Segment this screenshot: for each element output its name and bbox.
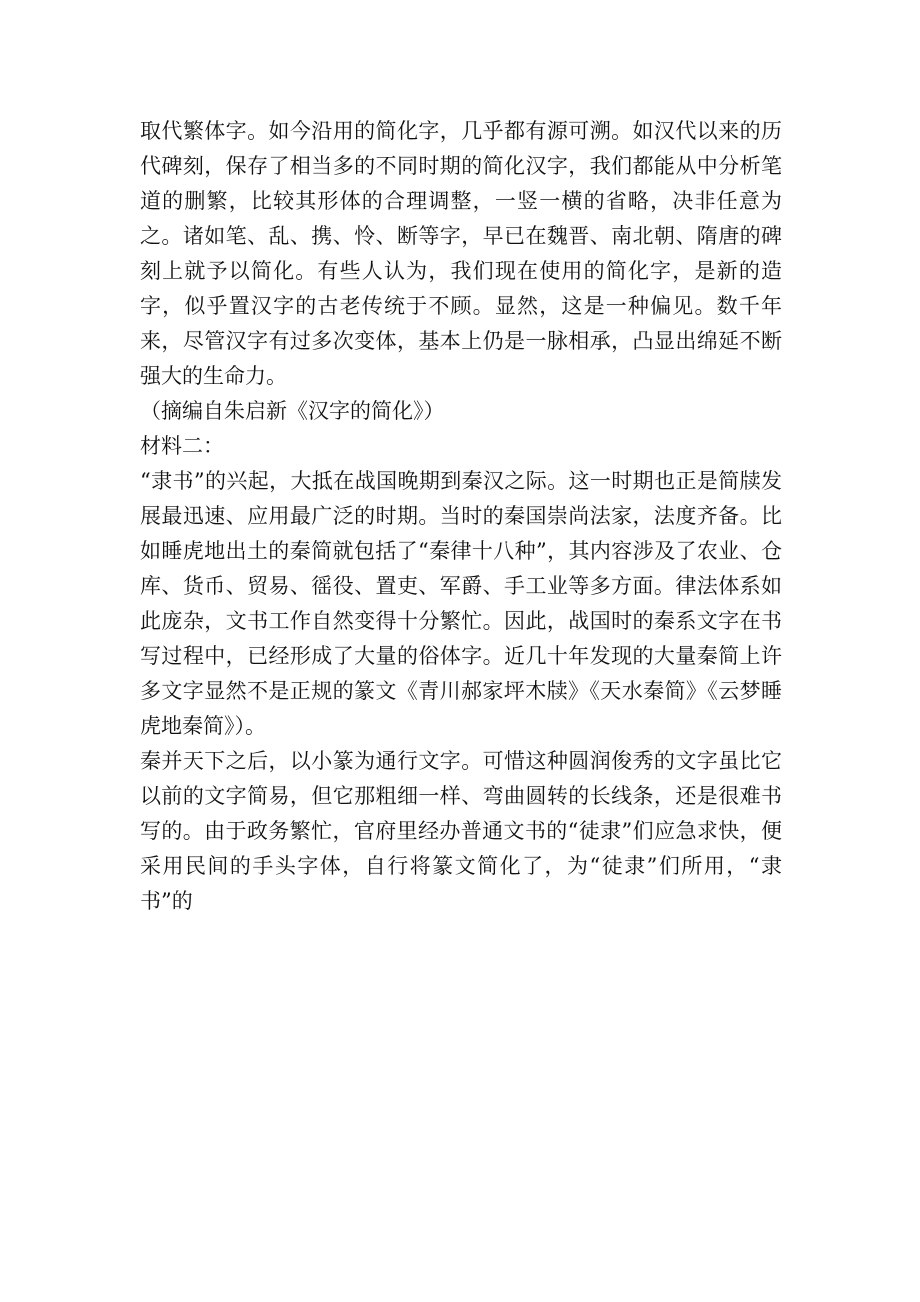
section-heading-material-two: 材料二：: [140, 434, 224, 458]
paragraph-clerical-script-rise: “隶书”的兴起，大抵在战国晚期到秦汉之际。这一时期也正是简牍发展最迅速、应用最广泛的时期。当时的秦国崇尚法家，法度齐备。比如睡虎地出土的秦简就包括了“秦律十八种”，其内容涉及了农业、仓库、货币、贸易、徭役、置吏、军爵、手工业等多方面。律法体系如此庞杂，文书工作自然变得十分繁忙。因此，战国时的秦系文字在书写过程中，已经形成了大量的俗体字。近几十年发现的大量秦简上许多文字显然不是正规的篆文《青川郝家坪木牍》《天水秦简》《云梦睡虎地秦简》）。: [140, 469, 782, 738]
source-citation: （摘编自朱启新《汉字的简化》）: [140, 399, 445, 423]
paragraph-qin-small-seal: 秦并天下之后，以小篆为通行文字。可惜这种圆润俊秀的文字虽比它以前的文字简易，但它那粗细一样、弯曲圆转的长线条，还是很难书写的。由于政务繁忙，官府里经办普通文书的“徒隶”们应急求快，便采用民间的手头字体，自行将篆文简化了，为“徒隶”们所用，“隶书”的: [140, 749, 782, 913]
paragraph-simplification-history: 取代繁体字。如今沿用的简化字，几乎都有源可溯。如汉代以来的历代碑刻，保存了相当多的不同时期的简化汉字，我们都能从中分析笔道的删繁，比较其形体的合理调整，一竖一横的省略，决非任意为之。诸如笔、乱、携、怜、断等字，早已在魏晋、南北朝、隋唐的碑刻上就予以简化。有些人认为，我们现在使用的简化字，是新的造字，似乎置汉字的古老传统于不顾。显然，这是一种偏见。数千年来，尽管汉字有过多次变体，基本上仍是一脉相承，凸显出绵延不断强大的生命力。: [140, 119, 782, 388]
document-page: [140, 114, 782, 919]
